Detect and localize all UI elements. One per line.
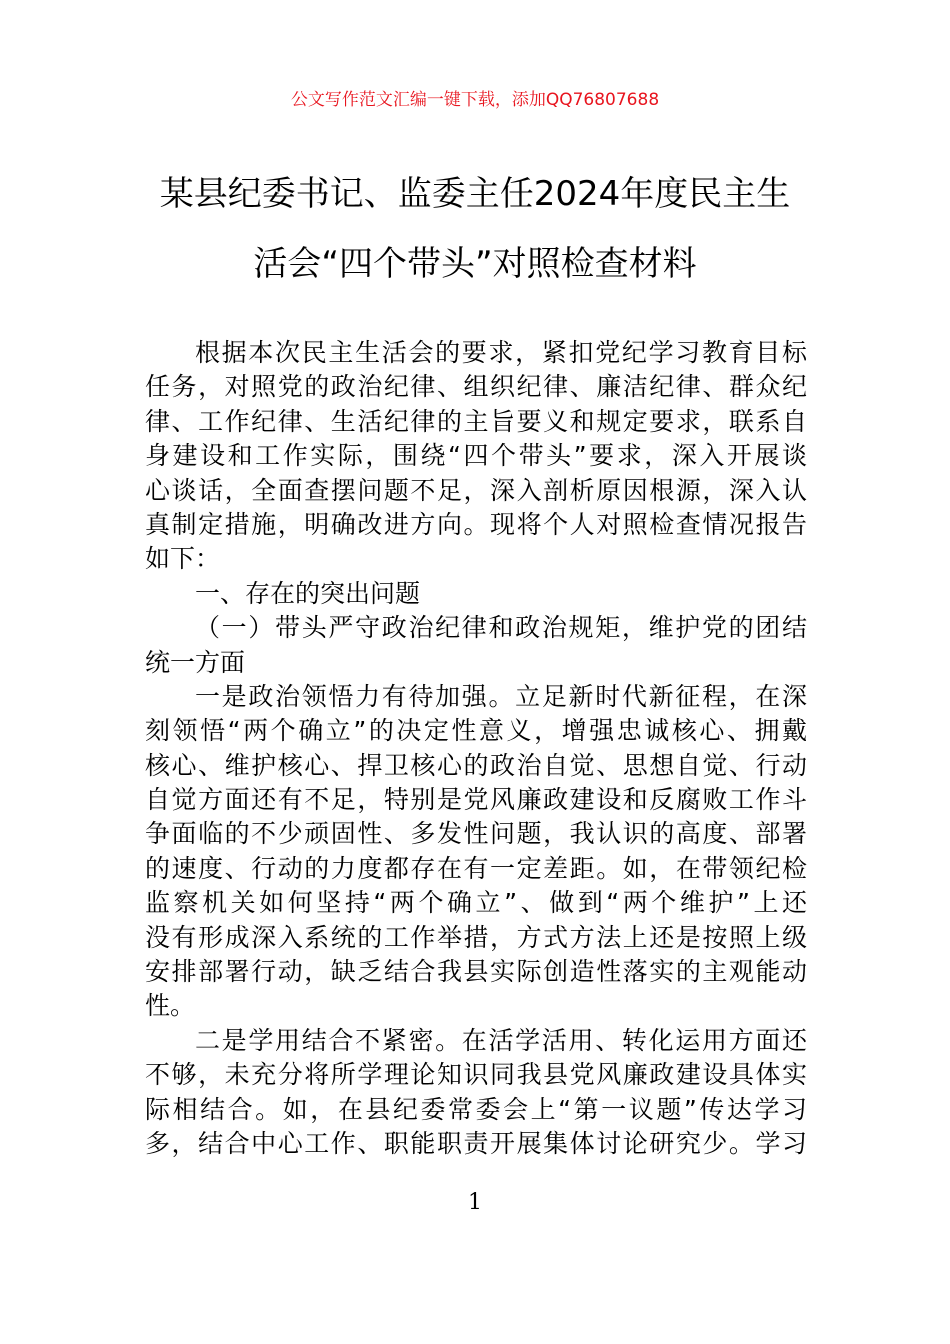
download-promo-note: 公文写作范文汇编一键下载，添加QQ76807688 (290, 90, 660, 110)
body-text-line: 性。 (145, 991, 196, 1021)
body-text-line: 如下： (145, 544, 221, 574)
body-text-line: 身建设和工作实际，围绕“四个带头”要求，深入开展谈 (145, 441, 807, 471)
body-text-line: 真制定措施，明确改进方向。现将个人对照检查情况报告 (145, 509, 807, 539)
body-text-line: 际相结合。如，在县纪委常委会上“第一议题”传达学习 (145, 1094, 807, 1124)
body-text-line: （一）带头严守政治纪律和政治规矩，维护党的团结 (195, 613, 807, 643)
body-text-line: 多，结合中心工作、职能职责开展集体讨论研究少。学习 (145, 1128, 807, 1158)
body-text-line: 没有形成深入系统的工作举措，方式方法上还是按照上级 (145, 922, 807, 952)
body-text-line: 二是学用结合不紧密。在活学活用、转化运用方面还 (195, 1025, 807, 1055)
body-text-line: 心谈话，全面查摆问题不足，深入剖析原因根源，深入认 (145, 475, 807, 505)
document-body (145, 336, 807, 1161)
document-title-line-2: 活会“四个带头”对照检查材料 (253, 244, 697, 284)
body-text-line: 核心、维护核心、捍卫核心的政治自觉、思想自觉、行动 (145, 750, 807, 780)
body-text-line: 监察机关如何坚持“两个确立”、做到“两个维护”上还 (145, 888, 807, 918)
body-text-line: 一、存在的突出问题 (195, 578, 421, 608)
body-text-line: 安排部署行动，缺乏结合我县实际创造性落实的主观能动 (145, 957, 807, 987)
body-text-line: 根据本次民主生活会的要求，紧扣党纪学习教育目标 (195, 338, 807, 367)
body-text-line: 统一方面 (145, 647, 246, 677)
body-text-line: 任务，对照党的政治纪律、组织纪律、廉洁纪律、群众纪 (145, 372, 807, 402)
body-text-line: 不够，未充分将所学理论知识同我县党风廉政建设具体实 (145, 1060, 807, 1090)
body-text-line: 律、工作纪律、生活纪律的主旨要义和规定要求，联系自 (145, 406, 807, 436)
body-text-line: 自觉方面还有不足，特别是党风廉政建设和反腐败工作斗 (145, 785, 807, 815)
body-text-line: 刻领悟“两个确立”的决定性意义，增强忠诚核心、拥戴 (145, 716, 807, 746)
document-title-line-1: 某县纪委书记、监委主任2024年度民主生 (159, 174, 791, 214)
body-text-line: 争面临的不少顽固性、多发性问题，我认识的高度、部署 (145, 819, 807, 849)
body-text-line: 一是政治领悟力有待加强。立足新时代新征程，在深 (195, 681, 807, 711)
body-text-line: 的速度、行动的力度都存在有一定差距。如，在带领纪检 (145, 853, 807, 883)
page-number: 1 (468, 1190, 482, 1215)
